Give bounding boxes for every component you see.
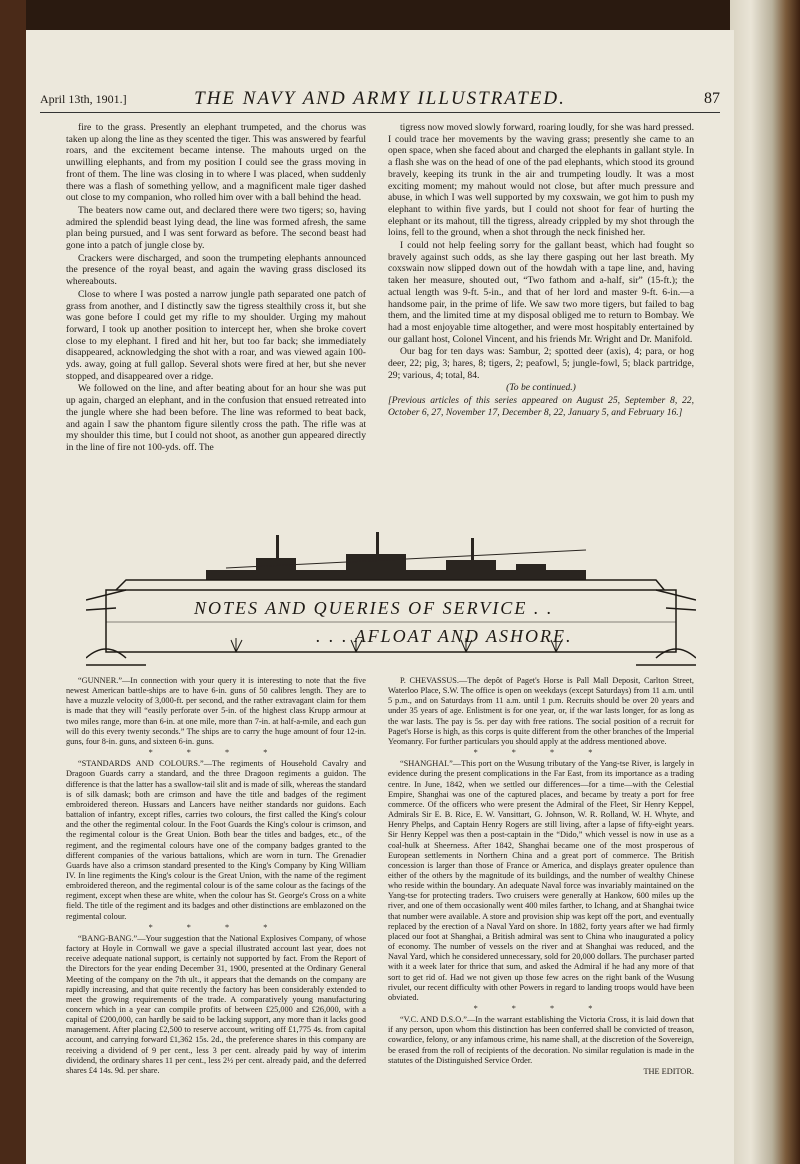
note-paragraph: “STANDARDS AND COLOURS.”—The regiments of Household Cavalry and Dragoon Guards carry a standard, and the three Dragoon regiments a guidon. The difference is that the latter has a swallow-tail slit and is made of silk, whereas the standard is of silk damask; both are crimson and have the title and badges of the regiment embroidered thereon. Hussars and Lancers have neither standards nor guidons. Each battalion of infantry, except rifles, carries two colours, the first called the King's colour and the other the regimental colour. In the Foot Guards the King's colour is crimson, and the regimental colour is the Great Union. Both bear the titles and badges, etc., of the regiment, and the regimental colours have one of the company badges granted to the different companies of the various battalions, which are worn in turn. The Grenadier Guards have also a crimson standard presented to the King's Company by King William IV. In line regiments the King's colour is the Great Union, with the name of the regiment embroidered thereon, and the regimental colour is of the same colour as the facings of the regiment, except when these are white, when the colour has St. George's Cross on a white field. The title of the regiment and its badges and other distinctions are emblazoned on the regimental colour. — [66, 759, 366, 921]
note-paragraph: “GUNNER.”—In connection with your query it is interesting to note that the five newest American battle-ships are to have 6-in. guns of 50 calibres length. They are to have a muzzle velocity of 3,000-ft. per second, and the rather extravagant claim for them is made that they will “easily perforate over 5-in. of the highest class Krupp armour at two miles range, more than 6-in. at one mile, more than 7-in. at half-a-mile, and each gun will do this every twenty seconds.” The ships are to carry the huge amount of four 12-in. guns, four 8-in. guns, and sixteen 6-in. guns. — [66, 676, 366, 746]
story-paragraph: tigress now moved slowly forward, roaring loudly, for she was hard pressed. I could trace her movements by the waving grass; presently she came to an open space, when she faced about and charged the elephants in gallant style. In a flash she was on the head of one of the pad elephants, which stood its ground bravely, keeping its trunk in the air and trumpeting loudly. It was a most exciting moment; my mahout would not close, but after much pressure and abuse, in which I was well supported by my coxswain, we got him to push my elephant to within five yards, but I could not shoot for fear of hurting the elephant or its mahout, till the tigress, already crippled by my shot through the loins, fell to the ground, when a shot through the neck finished her. — [388, 122, 694, 239]
book-page-edges — [730, 0, 800, 1164]
page-number: 87 — [704, 90, 720, 107]
story-paragraph: We followed on the line, and after beating about for an hour she was put up again, charged an elephant, and in the confusion that ensued retreated into the jungle where she had been before. The line was reformed to beat back, and again I saw the phantom figure silently cross the path. The rifle was at my shoulder this time, but I could not shoot, as another gun appeared directly in the line of fire not 100-yds. off. The — [66, 383, 366, 453]
note-paragraph: “SHANGHAI.”—This port on the Wusung tributary of the Yang-tse River, is largely in evidence during the present complications in the Far East, from its importance as a trading centre. In June, 1842, when we settled our differences—for a time—with the Celestial Empire, Shanghai was one of the captured places, and became by treaty a port for free commerce. Of the officers who were present the Admiral of the Fleet, Sir Henry Keppel, Admirals Sir E. B. Rice, E. W. Vansittart, G. Johnson, W. R. Rolland, W. H. Whyte, and Henry Phelps, and Captain Henry Rogers are still living, after a lapse of fifty-eight years. Sir Henry Keppel was then a post-captain in the “Dido,” which vessel is now in use as a coal-hulk at Sheerness. After 1842, Shanghai became one of the most prosperous of European settlements in Northern China and a great port of commerce. The British concession is larger than those of France or America, and displays greater opulence than either of the others by the magnitude of its buildings, and the number of wealthy Chinese who reside within the boundary. An adequate Naval force was invariably maintained on the Yang-tse for protecting traders. Two cruisers were generally at Hankow, 600 miles up the river, and one of them occasionally went 400 miles farther, to Ichang, and at Shanghai twice that number were available. A store and provision ship was kept off the port, and eventually replaced by the erection of a Naval Yard on shore. In 1882, forty years after we had firmly placed our foot at Shanghai, a British admiral was sent to China who inaugurated a policy of economy. The number of vessels on the river and at Shanghai was reduced, and the Naval Yard, which he considered unnecessary, sold for 20,000 dollars. The purchaser parted with it a week later for thrice that sum, and asked the Admiral if he had any more of that sort to get rid of. Had we not given up those few acres on the right bank of the Wusung rivulet, our recent difficulty with other Powers in regard to landing troops would have been obviated. — [388, 759, 694, 1002]
notes-column-right — [388, 676, 694, 1078]
story-paragraph: Close to where I was posted a narrow jungle path separated one patch of grass from another, and I distinctly saw the tigress stealthily cross it, but she was gone before I could get my rifle to my shoulder. Urging my mahout forward, I took up another position to intercept her, when she broke covert close to my elephant. I fired and hit her, but too far back; she immediately disappeared, acknowledging the shot with a roar, and was viewed again 100-yds. away, going at full gallop. Several shots were fired at her, but she never stopped, and disappeared over a ridge. — [66, 288, 366, 382]
story-paragraph: The beaters now came out, and declared there were two tigers; so, having admired the splendid beast lying dead, the line was formed afresh, the same plan being pursued, and I was sent forward as before. The second beast had gone into a patch of jungle close by. — [66, 204, 366, 252]
story-column-right — [388, 122, 694, 420]
header-rule — [40, 112, 720, 113]
section-separator: * * * * — [473, 1004, 609, 1013]
editor-signature: THE EDITOR. — [643, 1066, 694, 1076]
warships-silhouette — [206, 532, 586, 580]
to-be-continued: (To be continued.) — [506, 382, 576, 394]
magazine-page — [26, 30, 734, 1164]
section-banner — [86, 530, 696, 670]
story-paragraph: Our bag for ten days was: Sambur, 2; spotted deer (axis), 4; para, or hog deer, 22; pig, 3; hares, 8; tigers, 2; peafowl, 5; jungle-fowl, 5; black partridge, 29; various, 4; total, 84. — [388, 346, 694, 381]
note-paragraph: “BANG-BANG.”—Your suggestion that the National Explosives Company, of whose factory at Hoyle in Cornwall we gave a special illustrated account last year, does not receive adequate national support, is certainly not supported by fact. From the Report of the Directors for the year ending December 31, 1900, presented at the Ordinary General Meeting of the company on the 7th ult., it appears that the demands on the company are rapidly increasing, and that quite recently the factory has been considerably extended to meet the growing requirements of the trade. A comparatively young manufacturing concern which in a year can compile profits of between £25,000 and £26,000, with a capital of £200,000, can hardly be said to be lacking support, any more than it lacks good management. After placing £2,500 to reserve account, writing off £1,775 4s. from capital account, and carrying forward £1,362 15s. 2d., the preference shares in this company are receiving a dividend of 9 per cent., less 3 per cent. already paid by way of interim dividend, the ordinary shares 11 per cent., less 2½ per cent. already paid, and the deferred shares £4 14s. 9d. per share. — [66, 933, 366, 1075]
book-binding-left — [0, 0, 26, 1164]
story-paragraph: I could not help feeling sorry for the gallant beast, which had fought so bravely against such odds, as she lay there gasping out her last breath. My coxswain now slipped down out of the howdah with a tape line, and, having taken her measure, shouted out, “Two fathom and a-half, sir” (15-ft.); the actual length was 9-ft. 5-in., and that of her lord and master 9-ft. 6-in.—a handsome pair, in the prime of life. We saw two more tigers, but failed to bag them, and the limited time at my disposal obliged me to return to Bombay. We had a most enjoyable time altogether, and were most hospitably entertained by our gallant host, Colonel Vincent, and his friends Mr. Wright and Dr. Manifold. — [388, 240, 694, 345]
section-separator: * * * * — [148, 748, 284, 758]
header-date: April 13th, 1901.] — [40, 92, 127, 106]
banner-title-line2: . . . AFLOAT AND ASHORE. — [316, 626, 573, 646]
story-column-left — [66, 122, 366, 455]
notes-column-left — [66, 676, 366, 1077]
banner-title-line1: NOTES AND QUERIES OF SERVICE . . — [194, 598, 554, 618]
story-paragraph: Crackers were discharged, and soon the trumpeting elephants announced the presence of the royal beast, and again the waving grass disclosed its whereabouts. — [66, 252, 366, 288]
section-separator: * * * * — [148, 922, 284, 932]
previous-articles-note: [Previous articles of this series appeared on August 25, September 8, 22, October 6, 27, November 17, December 8, 22, January 5, and February 16.] — [388, 395, 694, 418]
running-header — [40, 88, 720, 112]
note-paragraph: P. CHEVASSUS.—The depôt of Paget's Horse is Pall Mall Deposit, Carlton Street, Waterloo Place, S.W. The office is open on weekdays (except Saturdays) from 11 a.m. until 5 p.m., and on Saturdays from 11 a.m. until 1 p.m. Recruits should be over 20 years and under 35 years of age. Enlistment is for one year, or, if the war lasts longer, for as long as the war lasts. The pay is 5s. per day with free rations. The social position of a recruit for Paget's Horse is high, as this corps is quite different from the other branches of the Imperial Yeomanry. For further particulars you should apply at the address mentioned above. — [388, 676, 694, 746]
header-title: THE NAVY AND ARMY ILLUSTRATED. — [194, 88, 566, 109]
section-separator: * * * * — [473, 748, 609, 758]
story-paragraph: fire to the grass. Presently an elephant trumpeted, and the chorus was taken up along the line as they scented the tiger. This was answered by fearful roars, and the excitement became intense. The mahouts urged on the unwilling elephants, and from my position I could see the grass moving in front of them. The line was closing in to where I was placed, when suddenly there was a flash of something yellow, and a magnificent male tiger dashed out close to my companion, who rolled him over with a ball behind the head. — [66, 122, 366, 204]
note-paragraph: “V.C. AND D.S.O.”—In the warrant establishing the Victoria Cross, it is laid down that if any person, upon whom this distinction has been conferred shall be convicted of treason, cowardice, felony, or any infamous crime, his name shall, at the discretion of the Sovereign, be erased from the roll of recipients of the decoration. No similar regulation is made in the statutes of the Distinguished Service Order. — [388, 1015, 694, 1065]
